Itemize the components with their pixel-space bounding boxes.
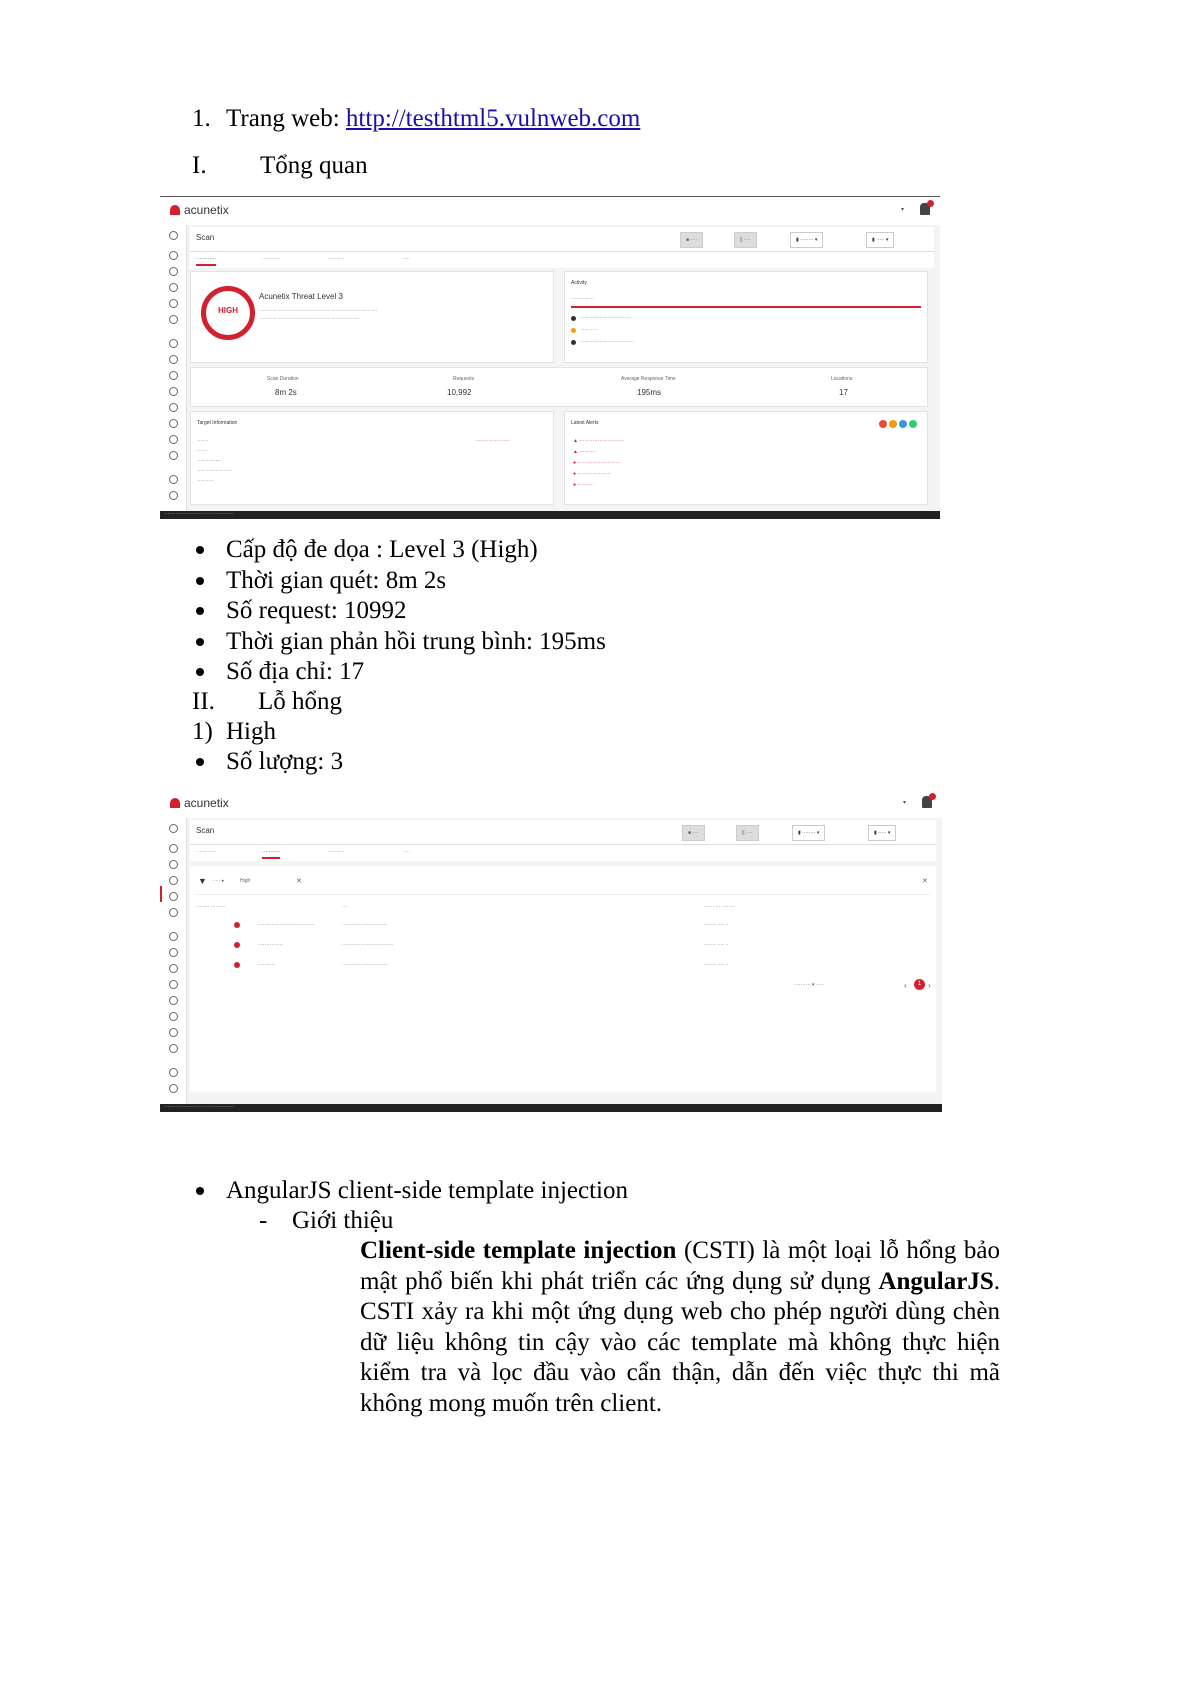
os-taskbar: ·········································· xyxy=(160,511,940,519)
tab-scan-stats[interactable]: ············ xyxy=(196,849,216,855)
activity-warning-icon xyxy=(571,328,576,333)
table-row[interactable]: ·································· xyxy=(258,922,315,928)
menu-icon[interactable] xyxy=(169,231,178,240)
integrations-icon[interactable] xyxy=(169,1012,178,1021)
cloud-icon[interactable] xyxy=(169,451,178,460)
stat-label: Scan Duration xyxy=(267,376,299,382)
close-filter-icon[interactable]: ✕ xyxy=(922,878,928,885)
severity-high-icon xyxy=(234,962,240,968)
tab-events[interactable]: ····· xyxy=(402,256,411,262)
sidebar xyxy=(160,818,187,1104)
threat-badge: HIGH xyxy=(218,306,238,315)
activity-card: Activity ·············· ······························ ·········· ································ xyxy=(564,271,928,363)
tab-scan-stats[interactable]: ············ xyxy=(196,256,216,266)
section-title: Lỗ hổng xyxy=(258,688,343,715)
waf-export-button[interactable]: ▮ ····· ▾ xyxy=(868,825,896,841)
scan-toolbar xyxy=(190,820,936,845)
overview-bullet: Thời gian phản hồi trung bình: 195ms xyxy=(226,628,606,655)
acunetix-overview-screenshot xyxy=(160,196,940,519)
scan-main xyxy=(190,227,934,509)
activity-info-icon xyxy=(571,340,576,345)
lock-icon[interactable] xyxy=(169,403,178,412)
reports-icon[interactable] xyxy=(169,315,178,324)
scan-title: Scan xyxy=(196,826,215,835)
current-page[interactable]: 1 xyxy=(914,979,925,990)
target-info-card: Target Information ······· ····················· ······ ··············· ····················· ·········· xyxy=(190,411,554,505)
subsection-title: High xyxy=(226,718,276,745)
stat-value: 17 xyxy=(839,388,848,397)
sidebar xyxy=(160,225,187,511)
vulnerabilities-panel: ▼ ····· ▸ High ✕ ✕ ········ ········· ··· ······ ··· ········ ·································· ··························· ······· ···· ·· ··············· ······························· ······· ···· ·· ·········· ···························· ······· ···· ·· ·········· ▾ ····· ‹ 1 › xyxy=(190,866,936,1092)
dashboard-icon[interactable] xyxy=(169,251,178,260)
latest-alerts-title: Latest Alerts xyxy=(571,420,599,426)
logo-icon xyxy=(170,798,180,808)
overview-bullet: Cấp độ đe dọa : Level 3 (High) xyxy=(226,536,538,563)
users-icon[interactable] xyxy=(169,948,178,957)
stop-scan-button[interactable]: ■ ···· xyxy=(682,825,705,841)
alert-row[interactable]: ● ·························· xyxy=(573,460,621,466)
activity-title: Activity xyxy=(571,280,587,286)
clear-filter-icon[interactable]: ✕ xyxy=(296,878,302,885)
network-icon[interactable] xyxy=(169,964,178,973)
alert-count-low xyxy=(899,420,907,428)
dashboard-icon[interactable] xyxy=(169,844,178,853)
stat-label: Locations xyxy=(831,376,853,382)
threat-description: ······································································· xyxy=(259,308,378,314)
threat-level-card: HIGH Acunetix Threat Level 3 ······································································· ···························································· xyxy=(190,271,554,363)
stat-label: Requests xyxy=(453,376,475,382)
alert-row[interactable]: ▲ ··························· xyxy=(573,438,625,444)
search-icon[interactable] xyxy=(169,387,178,396)
bullet-dot xyxy=(196,638,204,646)
count-bullet: Số lượng: 3 xyxy=(226,748,344,775)
heading-number: 1. xyxy=(192,105,211,132)
severity-high-icon xyxy=(234,922,240,928)
bullet-dot xyxy=(196,607,204,615)
section-numeral: II. xyxy=(192,688,215,715)
active-nav-indicator xyxy=(160,886,162,902)
table-header: ········ ········· xyxy=(196,904,226,910)
alert-count-high xyxy=(879,420,887,428)
scan-title: Scan xyxy=(196,233,215,242)
help-icon[interactable] xyxy=(169,1084,178,1093)
filter-icon[interactable]: ▼ xyxy=(198,876,207,886)
acunetix-logo: acunetix xyxy=(170,203,229,217)
scans-icon[interactable] xyxy=(169,892,178,901)
menu-icon[interactable] xyxy=(169,824,178,833)
stop-scan-button[interactable]: ■ ···· xyxy=(680,232,703,248)
stat-value: 10,992 xyxy=(447,388,472,397)
targets-icon[interactable] xyxy=(169,860,178,869)
severity-high-icon xyxy=(234,942,240,948)
intro-label: Giới thiệu xyxy=(292,1207,394,1234)
user-menu[interactable]: ▾ xyxy=(900,207,904,213)
users-icon[interactable] xyxy=(169,355,178,364)
overview-bullet: Số request: 10992 xyxy=(226,597,407,624)
stat-value: 8m 2s xyxy=(275,388,297,397)
info-icon[interactable] xyxy=(169,475,178,484)
generate-report-button[interactable]: ▮ ········ ▾ xyxy=(792,825,825,841)
overview-bullet: Số địa chỉ: 17 xyxy=(226,658,365,685)
cloud-icon[interactable] xyxy=(169,1044,178,1053)
section-numeral: I. xyxy=(192,152,207,179)
history-icon[interactable] xyxy=(169,435,178,444)
bullet-dot xyxy=(196,577,204,585)
filter-value[interactable]: High xyxy=(240,878,251,884)
heading-label: Trang web: xyxy=(226,105,346,132)
info-icon[interactable] xyxy=(169,1068,178,1077)
waf-export-button[interactable]: ▮ ····· ▾ xyxy=(866,232,894,248)
scan-progress-bar xyxy=(571,306,921,308)
network-icon[interactable] xyxy=(169,371,178,380)
scan-main xyxy=(190,820,936,1102)
os-taskbar: ·········································· xyxy=(160,1104,942,1112)
threat-ring xyxy=(201,286,255,340)
term-csti: Client-side template injection xyxy=(360,1237,677,1264)
scan-tabs xyxy=(190,845,936,861)
table-row[interactable]: ·········· xyxy=(258,962,275,968)
settings-icon[interactable] xyxy=(169,339,178,348)
subsection-number: 1) xyxy=(192,718,213,745)
integrations-icon[interactable] xyxy=(169,419,178,428)
term-angularjs: AngularJS xyxy=(878,1267,994,1295)
tab-site-structure[interactable]: ·········· xyxy=(328,849,345,855)
prev-page-icon[interactable]: ‹ xyxy=(904,981,907,990)
section-title: Tổng quan xyxy=(260,152,368,179)
intro-paragraph: Client-side template injection (CSTI) là một loại lỗ hổng bảo mật phổ biến khi phát triển các ứng dụng sử dụng AngularJS. CSTI xảy ra khi một ứng dụng web cho phép người dùng chèn dữ liệu không tin cậy vào các template mà không thực hiện kiểm tra và lọc đầu vào cẩn thận, dẫn đến việc thực thi mã không mong muốn trên client. xyxy=(360,1237,1000,1417)
history-icon[interactable] xyxy=(169,1028,178,1037)
bullet-dot xyxy=(196,1187,204,1195)
table-row[interactable]: ··············· xyxy=(258,942,283,948)
vuln-title: AngularJS client-side template injection xyxy=(226,1177,628,1204)
latest-alerts-card xyxy=(564,411,928,505)
app-header xyxy=(160,197,940,225)
generate-report-button[interactable]: ▮ ········ ▾ xyxy=(790,232,823,248)
bullet-dot xyxy=(196,668,204,676)
pause-scan-button[interactable]: || ···· xyxy=(736,825,759,841)
vulnerabilities-icon[interactable] xyxy=(169,283,178,292)
search-icon[interactable] xyxy=(169,980,178,989)
threat-title: Acunetix Threat Level 3 xyxy=(259,292,343,301)
alert-count-medium xyxy=(889,420,897,428)
user-menu[interactable]: ▾ xyxy=(902,800,906,806)
reports-icon[interactable] xyxy=(169,908,178,917)
alert-row[interactable]: ● ·········· xyxy=(573,482,595,488)
notification-dot xyxy=(927,200,934,207)
help-icon[interactable] xyxy=(169,491,178,500)
site-url-link[interactable]: http://testhtml5.vulnweb.com xyxy=(345,105,641,132)
activity-info-icon xyxy=(571,316,576,321)
pause-scan-button[interactable]: || ···· xyxy=(734,232,757,248)
intro-dash: - xyxy=(259,1207,268,1234)
stat-value: 195ms xyxy=(637,388,662,397)
tab-vulnerabilities[interactable]: ··········· xyxy=(262,849,280,859)
bullet-dot xyxy=(196,758,204,766)
tab-events[interactable]: ····· xyxy=(402,849,411,855)
alert-row[interactable]: ▲ ·········· xyxy=(573,449,596,455)
tab-vulnerabilities[interactable]: ··········· xyxy=(262,256,281,262)
acunetix-vulnerabilities-screenshot xyxy=(160,790,942,1112)
filter-field[interactable]: ····· ▸ xyxy=(212,878,225,884)
targets-icon[interactable] xyxy=(169,267,178,276)
settings-icon[interactable] xyxy=(169,932,178,941)
tab-site-structure[interactable]: ·········· xyxy=(328,256,345,262)
overview-bullet: Thời gian quét: 8m 2s xyxy=(226,567,447,594)
alert-count-info xyxy=(909,420,917,428)
alert-row[interactable]: ● ···················· xyxy=(573,471,611,477)
target-info-title: Target Information xyxy=(197,420,238,426)
notification-dot xyxy=(929,793,936,800)
acunetix-logo: acunetix xyxy=(170,796,229,810)
bullet-dot xyxy=(196,546,204,554)
lock-icon[interactable] xyxy=(169,996,178,1005)
next-page-icon[interactable]: › xyxy=(928,981,931,990)
scan-toolbar xyxy=(190,227,934,252)
scans-icon[interactable] xyxy=(169,299,178,308)
pagination-size[interactable]: ·········· ▾ ····· xyxy=(794,982,825,988)
scan-tabs xyxy=(190,252,934,268)
logo-icon xyxy=(170,205,180,215)
discovery-icon[interactable] xyxy=(169,876,178,885)
stat-label: Average Response Time xyxy=(621,376,676,382)
app-header xyxy=(160,790,942,818)
scan-stats-card xyxy=(190,367,928,407)
